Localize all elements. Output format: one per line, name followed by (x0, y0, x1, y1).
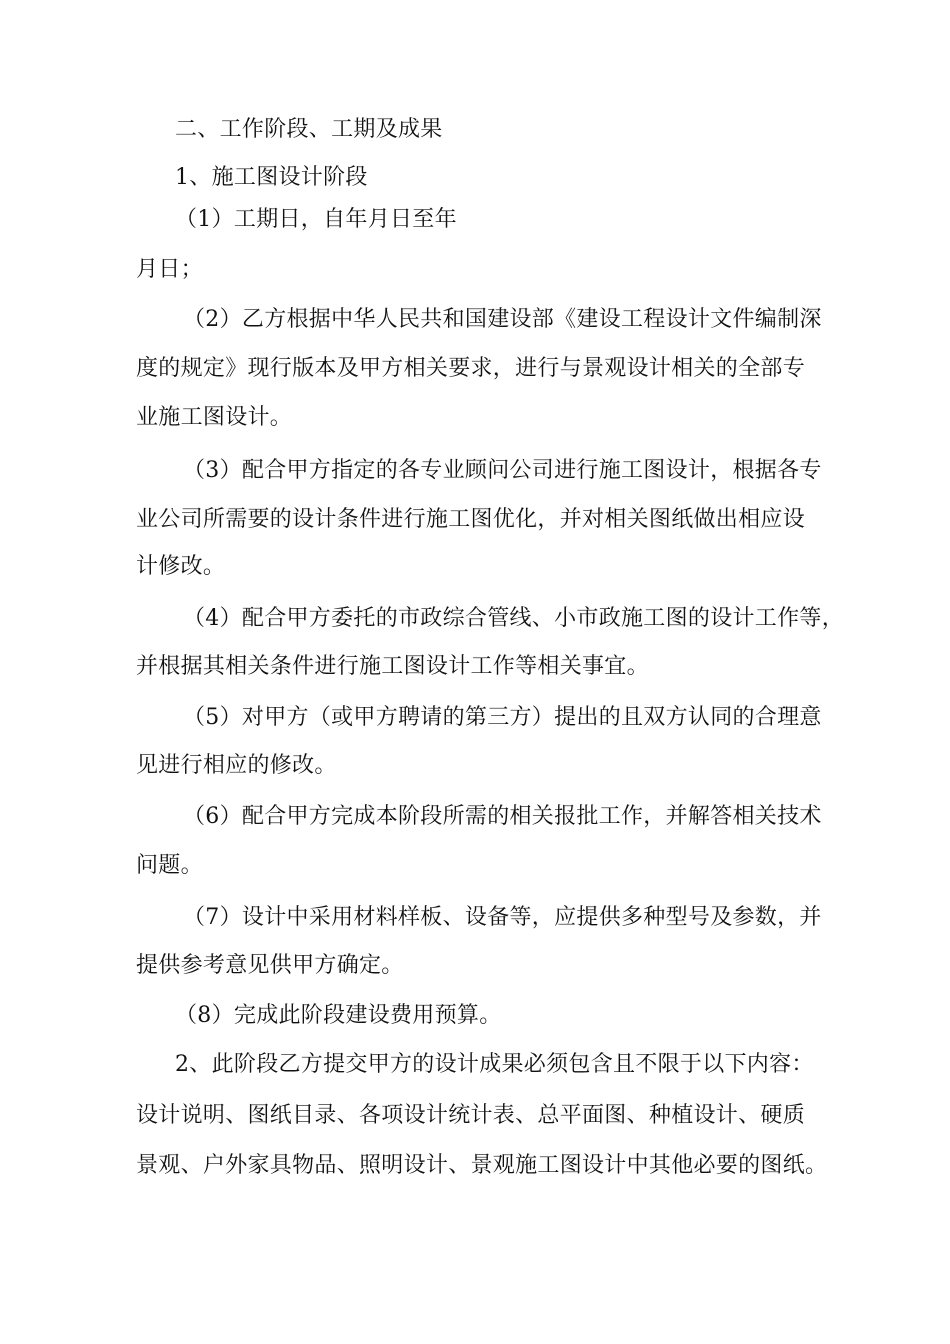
item-5-line-2: 见进行相应的修改。 (136, 753, 337, 778)
item-4-line-1: （4）配合甲方委托的市政综合管线、小市政施工图的设计工作等， (183, 606, 844, 631)
item-5-line-1: （5）对甲方（或甲方聘请的第三方）提出的且双方认同的合理意 (183, 705, 822, 730)
deliverables-line-3: 景观、户外家具物品、照明设计、景观施工图设计中其他必要的图纸。 (136, 1153, 828, 1178)
item-1-line-1: （1）工期日，自年月日至年 (175, 207, 457, 232)
item-3-line-3: 计修改。 (136, 554, 226, 579)
item-6-line-1: （6）配合甲方完成本阶段所需的相关报批工作，并解答相关技术 (183, 804, 822, 829)
item-2-line-1: （2）乙方根据中华人民共和国建设部《建设工程设计文件编制深 (183, 307, 822, 332)
item-7-line-2: 提供参考意见供甲方确定。 (136, 953, 404, 978)
subheading-construction-drawing-stage: 1、施工图设计阶段 (175, 165, 368, 190)
item-3-line-2: 业公司所需要的设计条件进行施工图优化，并对相关图纸做出相应设 (136, 507, 806, 532)
item-7-line-1: （7）设计中采用材料样板、设备等，应提供多种型号及参数，并 (183, 905, 822, 930)
deliverables-line-1: 2、此阶段乙方提交甲方的设计成果必须包含且不限于以下内容： (175, 1052, 814, 1077)
deliverables-line-2: 设计说明、图纸目录、各项设计统计表、总平面图、种植设计、硬质 (136, 1103, 806, 1128)
item-2-line-3: 业施工图设计。 (136, 405, 293, 430)
item-2-line-2: 度的规定》现行版本及甲方相关要求，进行与景观设计相关的全部专 (136, 356, 806, 381)
item-8-line-1: （8）完成此阶段建设费用预算。 (175, 1003, 502, 1028)
item-4-line-2: 并根据其相关条件进行施工图设计工作等相关事宜。 (136, 654, 649, 679)
item-1-line-2: 月日； (136, 257, 203, 282)
section-heading: 二、工作阶段、工期及成果 (175, 117, 443, 142)
item-3-line-1: （3）配合甲方指定的各专业顾问公司进行施工图设计，根据各专 (183, 458, 822, 483)
item-6-line-2: 问题。 (136, 853, 203, 878)
